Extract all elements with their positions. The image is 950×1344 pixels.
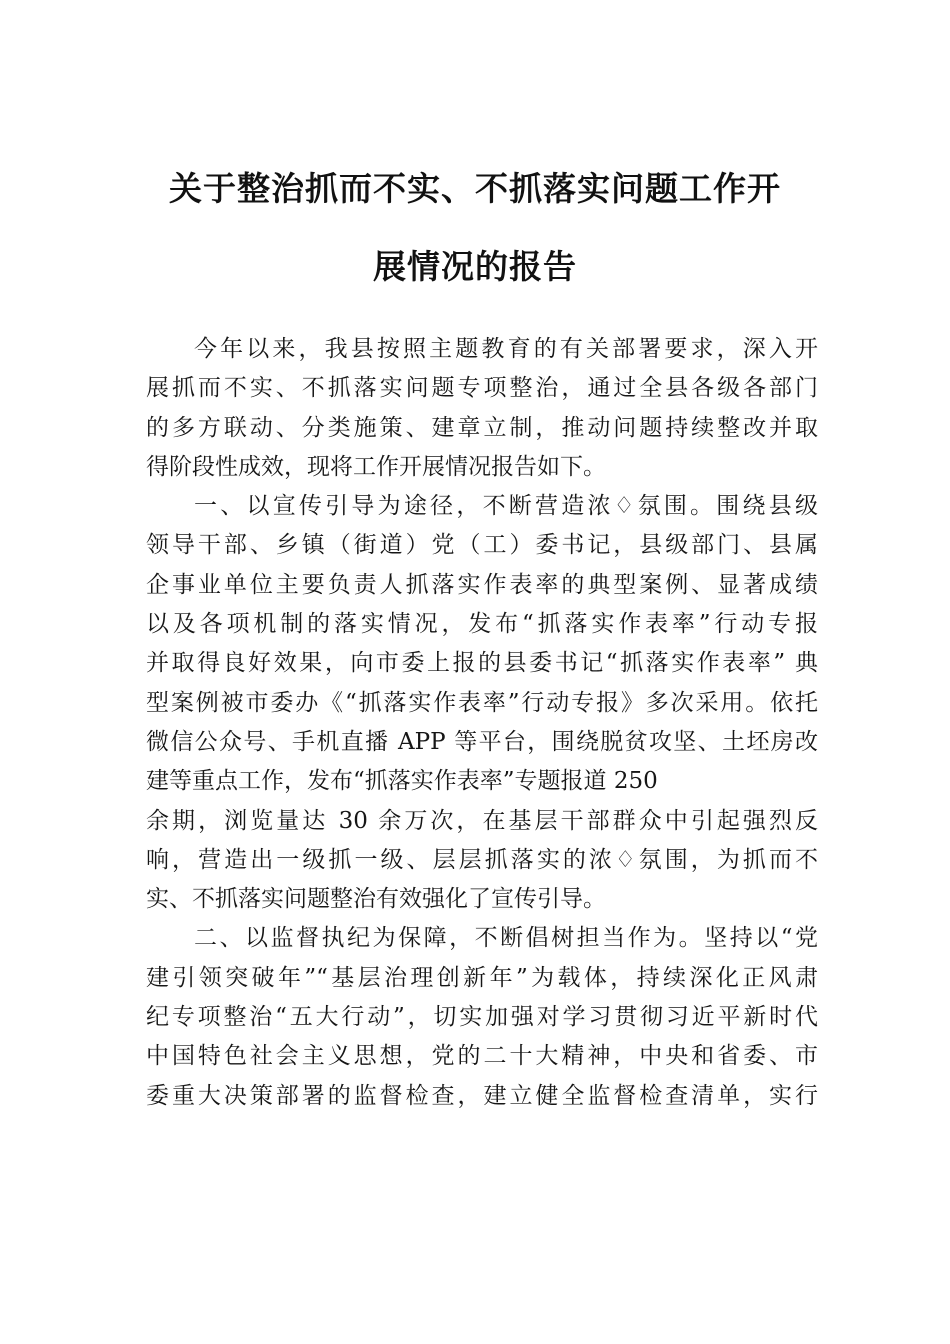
paragraph-1-line: 展抓而不实、不抓落实问题专项整治，通过全县各级各部门: [146, 375, 818, 402]
paragraph-1-line: 得阶段性成效，现将工作开展情况报告如下。: [146, 453, 606, 480]
document-title: [140, 150, 810, 306]
paragraph-2-line: 微信公众号、手机直播 APP 等平台，围绕脱贫攻坚、土坯房改: [146, 728, 818, 755]
paragraph-2-line: 型案例被市委办《“抓落实作表率”行动专报》多次采用。依托: [146, 689, 818, 716]
title-line-2: 展情况的报告: [373, 247, 577, 286]
paragraph-2-line: 余期，浏览量达 30 余万次，在基层干部群众中引起强烈反: [146, 807, 818, 834]
paragraph-2-line: 一、以宣传引导为途径，不断营造浓♢氛围。围绕县级: [194, 493, 818, 520]
paragraph-1-line: 今年以来，我县按照主题教育的有关部署要求，深入开: [194, 336, 818, 362]
paragraph-2-line: 以及各项机制的落实情况，发布“抓落实作表率”行动专报: [146, 611, 818, 638]
paragraph-3-line: 建引领突破年”“基层治理创新年”为载体，持续深化正风肃: [146, 964, 818, 991]
paragraph-2-line: 建等重点工作，发布“抓落实作表率”专题报道 250: [146, 768, 658, 795]
title-line-1: 关于整治抓而不实、不抓落实问题工作开: [169, 169, 781, 208]
document-body: [146, 330, 818, 1116]
paragraph-2-line: 响，营造出一级抓一级、层层抓落实的浓♢氛围，为抓而不: [146, 846, 818, 873]
paragraph-2-line: 领导干部、乡镇（街道）党（工）委书记，县级部门、县属: [146, 532, 818, 559]
paragraph-3-line: 委重大决策部署的监督检查，建立健全监督检查清单，实行: [146, 1082, 818, 1109]
paragraph-2-line: 企事业单位主要负责人抓落实作表率的典型案例、显著成绩: [146, 571, 818, 598]
paragraph-2-line: 实、不抓落实问题整治有效强化了宣传引导。: [146, 886, 606, 913]
paragraph-3-line: 二、以监督执纪为保障，不断倡树担当作为。坚持以“党: [194, 925, 818, 952]
paragraph-1-line: 的多方联动、分类施策、建章立制，推动问题持续整改并取: [146, 414, 818, 441]
paragraph-3-line: 纪专项整治“五大行动”，切实加强对学习贯彻习近平新时代: [146, 1004, 818, 1031]
paragraph-3-line: 中国特色社会主义思想，党的二十大精神，中央和省委、市: [146, 1043, 818, 1070]
paragraph-2-line: 并取得良好效果，向市委上报的县委书记“抓落实作表率” 典: [146, 650, 818, 677]
